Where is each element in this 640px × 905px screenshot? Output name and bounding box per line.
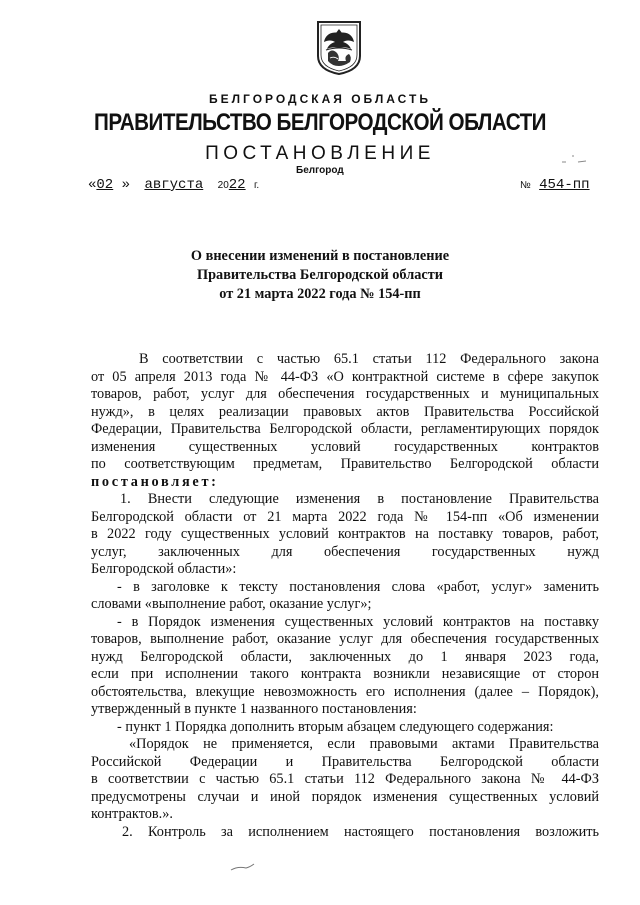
- body-line: утвержденный в пункте 1 названного постановления:: [91, 701, 417, 717]
- date-year-prefix: 20: [217, 180, 229, 191]
- body-line: Российской Федерации и Правительства Белгородской области: [91, 753, 599, 770]
- region-name: БЕЛГОРОДСКАЯ ОБЛАСТЬ: [209, 92, 431, 106]
- body-line: в 2022 году существенных условий контрактов на поставку товаров, работ,: [91, 526, 599, 542]
- body-line: в соответствии с частью 65.1 статьи 112 Федерального закона № 44-ФЗ: [91, 771, 599, 787]
- title-line: О внесении изменений в постановление: [190, 248, 450, 264]
- number-value: 454-пп: [539, 177, 590, 193]
- date-quote-close: »: [121, 177, 131, 193]
- decree-number: [520, 177, 590, 193]
- date-year-mark: г.: [254, 180, 260, 191]
- body-line: если при исполнении такого контракта возникли независящие от сторон: [91, 666, 599, 682]
- body-line: Белгородской области от 21 марта 2022 года № 154-пп «Об изменении: [91, 508, 599, 525]
- body-line: - пункт 1 Порядка дополнить вторым абзацем следующего содержания:: [117, 718, 554, 735]
- document-title: [0, 247, 640, 304]
- coat-of-arms-emblem: [316, 20, 362, 76]
- body-line: изменения существенных условий государственных контрактов: [91, 438, 599, 455]
- title-line: от 21 марта 2022 года № 154-пп: [219, 286, 421, 302]
- body-line: от 05 апреля 2013 года № 44-ФЗ «О контрактной системе в сфере закупок: [91, 368, 599, 385]
- government-name: ПРАВИТЕЛЬСТВО БЕЛГОРОДСКОЙ ОБЛАСТИ: [93, 109, 547, 136]
- body-line: 2. Контроль за исполнением настоящего постановления возложить: [122, 823, 599, 840]
- body-line: по соответствующим предметам, Правительство Белгородской области: [91, 456, 599, 472]
- resolves-word: постановляет:: [91, 473, 219, 490]
- body-line: нужд», в целях реализации правовых актов Правительства Российской: [91, 403, 599, 420]
- date-day: 02: [96, 177, 114, 193]
- body-line: «Порядок не применяется, если правовыми актами Правительства: [129, 736, 599, 752]
- decree-date: [88, 177, 259, 193]
- body-line: 1. Внести следующие изменения в постановление Правительства: [120, 491, 599, 507]
- body-line: словами «выполнение работ, оказание услуг»;: [91, 596, 372, 612]
- body-line: Федерации, Правительства Белгородской области, регламентирующих порядок: [91, 421, 599, 437]
- body-line: В соответствии с частью 65.1 статьи 112 Федерального закона: [139, 351, 599, 367]
- date-month: августа: [144, 177, 204, 193]
- body-line: товаров, работ, услуг для обеспечения государственных и муниципальных: [91, 386, 599, 402]
- body-line: нужд Белгородской области, заключенных до 1 января 2023 года,: [91, 648, 599, 665]
- body-line: контрактов.».: [91, 806, 173, 822]
- number-label: №: [520, 180, 531, 191]
- body-line: товаров, выполнение работ, оказание услуг для обеспечения государственных: [91, 631, 599, 647]
- body-line: предусмотрены случаи и иной порядок изменения существенных условий: [91, 788, 599, 805]
- document-type: ПОСТАНОВЛЕНИЕ: [205, 143, 435, 164]
- body-line: - в заголовке к тексту постановления слова «работ, услуг» заменить: [117, 578, 599, 595]
- body-line: - в Порядок изменения существенных условий контрактов на поставку: [117, 613, 599, 630]
- scan-mark: [560, 152, 590, 166]
- scan-mark: [228, 858, 258, 874]
- date-quote-open: «: [88, 177, 97, 193]
- body-line: Белгородской области»:: [91, 561, 237, 577]
- city-name: Белгород: [296, 165, 344, 176]
- date-year-suffix: 22: [228, 177, 246, 193]
- title-line: Правительства Белгородской области: [196, 267, 444, 283]
- document-body: [91, 351, 599, 841]
- body-line: услуг, заключенных для обеспечения государственных нужд: [91, 543, 599, 560]
- body-line: обстоятельства, влекущие невозможность его исполнения (далее – Порядок),: [91, 683, 599, 700]
